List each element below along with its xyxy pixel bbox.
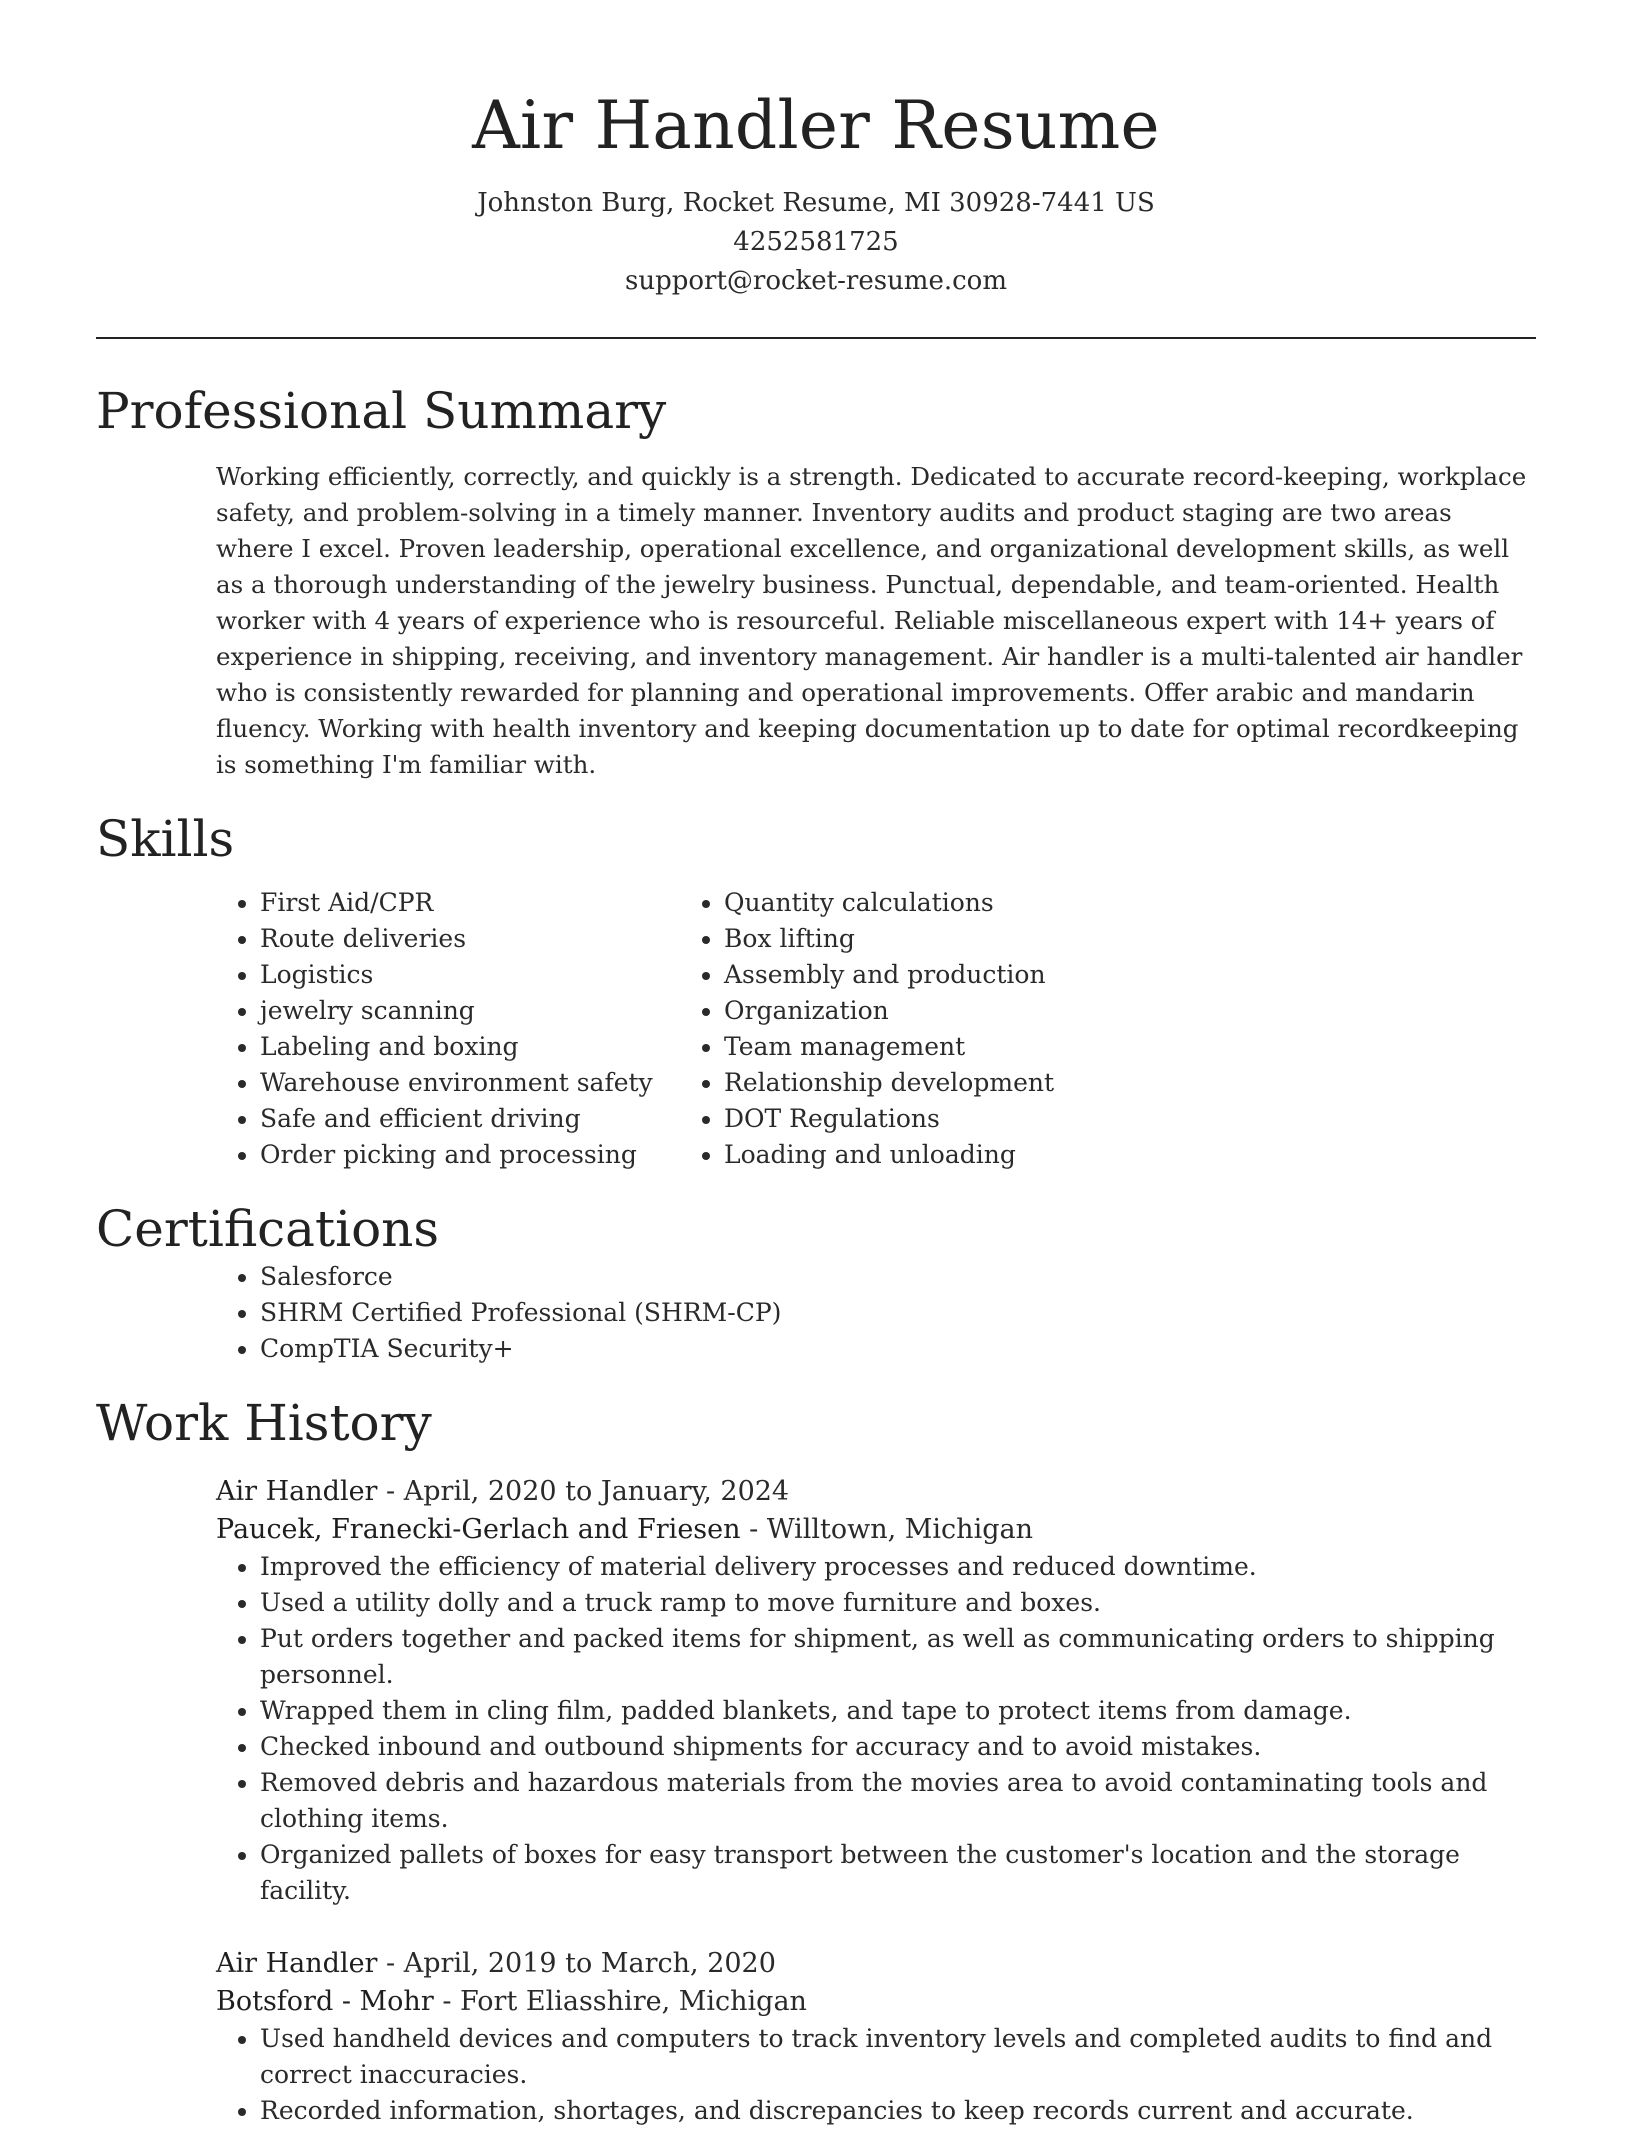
skill-item: • jewelry scanning <box>260 993 746 1029</box>
skill-item: • Team management <box>724 1029 1350 1065</box>
job-title: Air Handler <box>216 1476 378 1507</box>
job-duty-item: • Improved the efficiency of material delivery processes and reduced downtime. <box>260 1549 1536 1585</box>
skill-item: • Assembly and production <box>724 957 1350 993</box>
job-entry <box>216 1473 1536 1909</box>
job-dates: - April, 2019 to March, 2020 <box>377 1948 776 1979</box>
skills-column-right <box>560 885 1350 1173</box>
contact-phone: 4252581725 <box>733 227 899 257</box>
skill-item: • Safe and efficient driving <box>260 1101 746 1137</box>
job-entry <box>216 1945 1536 2129</box>
job-company-line <box>216 1983 1536 2021</box>
certifications-list <box>96 1259 1536 1367</box>
resume-title: Air Handler Resume <box>472 87 1160 164</box>
summary-text: Working efficiently, correctly, and quickly is a strength. Dedicated to accurate record-keeping, workplace safety, and problem-solving in a timely manner. Inventory audits and product staging are two areas where I excel. Proven leadership, operational excellence, and organizational development skills, as well as a thorough understanding of the jewelry business. Punctual, dependable, and team-oriented. Health worker with 4 years of experience who is resourceful. Reliable miscellaneous expert with 14+ years of experience in shipping, receiving, and inventory management. Air handler is a multi-talented air handler who is consistently rewarded for planning and operational improvements. Offer arabic and mandarin fluency. Working with health inventory and keeping documentation up to date for optimal recordkeeping is something I'm familiar with. <box>216 462 1527 779</box>
skills-columns <box>96 885 1536 1173</box>
job-duty-item: • Recorded information, shortages, and discrepancies to keep records current and accurate. <box>260 2093 1536 2129</box>
skill-item: • First Aid/CPR <box>260 885 746 921</box>
work-history-heading: Work History <box>96 1394 432 1452</box>
certification-item: • SHRM Certified Professional (SHRM-CP) <box>260 1295 1536 1331</box>
job-location: - Willtown, Michigan <box>740 1514 1033 1545</box>
skill-item: • Labeling and boxing <box>260 1029 746 1065</box>
certification-item: • CompTIA Security+ <box>260 1331 1536 1367</box>
job-duties-list <box>216 2021 1536 2129</box>
skill-item: • Quantity calculations <box>724 885 1350 921</box>
contact-address: Johnston Burg, Rocket Resume, MI 30928-7441 US <box>477 188 1155 218</box>
job-title-line <box>216 1473 1536 1511</box>
job-duty-item: • Organized pallets of boxes for easy transport between the customer's location and the storage facility. <box>260 1837 1536 1909</box>
job-company-line <box>216 1511 1536 1549</box>
certification-item: • Salesforce <box>260 1259 1536 1295</box>
summary-heading: Professional Summary <box>96 382 667 440</box>
job-duty-item: • Wrapped them in cling film, padded blankets, and tape to protect items from damage. <box>260 1693 1536 1729</box>
job-duty-item: • Put orders together and packed items for shipment, as well as communicating orders to shipping personnel. <box>260 1621 1536 1693</box>
skill-item: • DOT Regulations <box>724 1101 1350 1137</box>
certifications-heading: Certifications <box>96 1200 440 1258</box>
job-location: - Fort Eliasshire, Michigan <box>433 1986 807 2017</box>
header-divider <box>96 337 1536 339</box>
job-title-line <box>216 1945 1536 1983</box>
skill-item: • Order picking and processing <box>260 1137 746 1173</box>
job-duty-item: • Removed debris and hazardous materials from the movies area to avoid contaminating tools and clothing items. <box>260 1765 1536 1837</box>
job-dates: - April, 2020 to January, 2024 <box>377 1476 790 1507</box>
job-duty-item: • Used a utility dolly and a truck ramp to move furniture and boxes. <box>260 1585 1536 1621</box>
job-duties-list <box>216 1549 1536 1909</box>
job-company: Paucek, Franecki-Gerlach and Friesen <box>216 1514 741 1545</box>
contact-email: support@rocket-resume.com <box>624 266 1007 296</box>
skills-list-right <box>724 885 1350 1173</box>
job-company: Botsford - Mohr <box>216 1986 434 2017</box>
skill-item: • Box lifting <box>724 921 1350 957</box>
skills-heading: Skills <box>96 810 235 868</box>
contact-block <box>96 184 1536 301</box>
job-duty-item: • Checked inbound and outbound shipments for accuracy and to avoid mistakes. <box>260 1729 1536 1765</box>
job-title: Air Handler <box>216 1948 378 1979</box>
skill-item: • Route deliveries <box>260 921 746 957</box>
resume-page <box>96 0 1536 2129</box>
job-duty-item: • Used handheld devices and computers to track inventory levels and completed audits to find and correct inaccuracies. <box>260 2021 1536 2093</box>
skill-item: • Logistics <box>260 957 746 993</box>
skill-item: • Organization <box>724 993 1350 1029</box>
skill-item: • Warehouse environment safety <box>260 1065 746 1101</box>
skill-item: • Loading and unloading <box>724 1137 1350 1173</box>
skill-item: • Relationship development <box>724 1065 1350 1101</box>
